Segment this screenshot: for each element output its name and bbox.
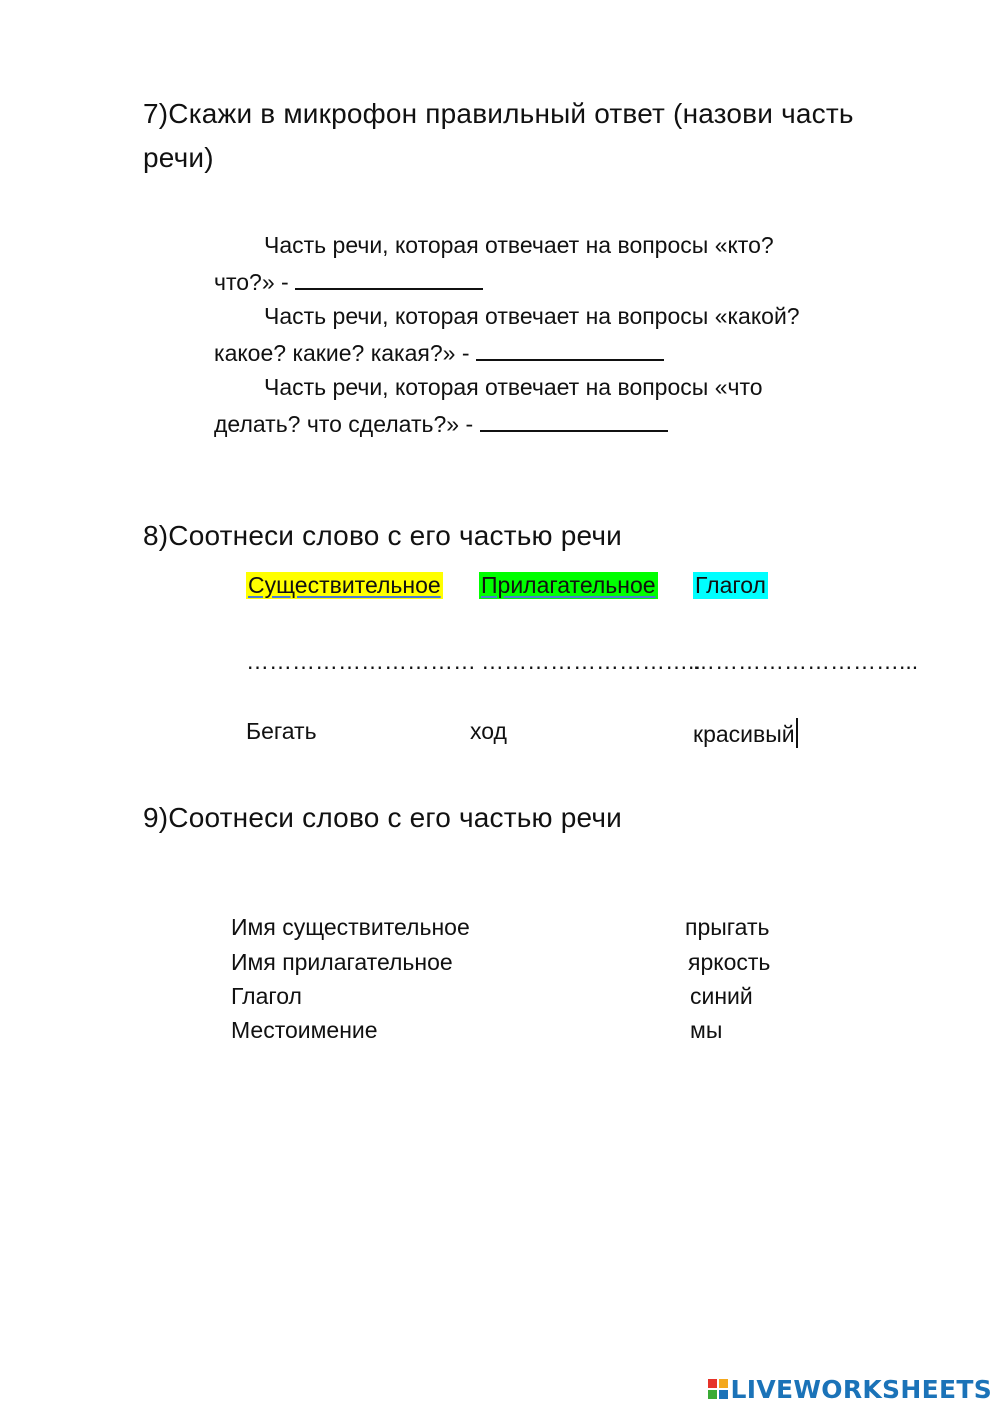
- logo-square-2: [719, 1379, 728, 1388]
- task7-question1-line2: [214, 268, 483, 296]
- logo-square-4: [719, 1390, 728, 1399]
- match-left-3[interactable]: Глагол: [231, 983, 302, 1009]
- task7-title-line1: 7)Скажи в микрофон правильный ответ (назови часть: [143, 98, 854, 129]
- task9-title: 9)Соотнеси слово с его частью речи: [143, 802, 622, 833]
- match-right-2[interactable]: яркость: [688, 949, 771, 975]
- match-left-2[interactable]: Имя прилагательное: [231, 949, 453, 975]
- task7-question3-line1: Часть речи, которая отвечает на вопросы «что: [264, 374, 763, 400]
- word-khod[interactable]: ход: [470, 718, 507, 744]
- category-adjective[interactable]: Прилагательное: [481, 572, 656, 598]
- task7-question1-line1: Часть речи, которая отвечает на вопросы «кто?: [264, 232, 774, 258]
- drop-zone-2[interactable]: ………………………..: [481, 648, 701, 674]
- task7-question3-text: делать? что сделать?» -: [214, 411, 474, 437]
- task8-title: 8)Соотнеси слово с его частью речи: [143, 520, 622, 551]
- logo-square-1: [708, 1379, 717, 1388]
- task7-question2-text: какое? какие? какая?» -: [214, 340, 470, 366]
- task7-question1-text: что?» -: [214, 269, 289, 295]
- word-begat[interactable]: Бегать: [246, 718, 317, 744]
- answer-blank-1[interactable]: [295, 268, 483, 290]
- match-right-1[interactable]: прыгать: [685, 914, 770, 940]
- word-krasivy-text: красивый: [693, 721, 795, 747]
- liveworksheets-logo-icon: [708, 1379, 728, 1399]
- answer-blank-3[interactable]: [480, 410, 668, 432]
- text-caret: [796, 718, 798, 748]
- category-noun[interactable]: Существительное: [248, 572, 441, 598]
- task7-title-line2: речи): [143, 142, 214, 173]
- answer-blank-2[interactable]: [476, 339, 664, 361]
- match-right-4[interactable]: мы: [690, 1017, 723, 1043]
- task7-question2-line1: Часть речи, которая отвечает на вопросы «какой?: [264, 303, 800, 329]
- word-krasivy[interactable]: [693, 718, 798, 748]
- match-left-4[interactable]: Местоимение: [231, 1017, 378, 1043]
- category-verb[interactable]: Глагол: [695, 572, 766, 598]
- task7-question2-line2: [214, 339, 664, 367]
- drop-zone-1[interactable]: …………………………: [246, 648, 476, 674]
- logo-square-3: [708, 1390, 717, 1399]
- task7-question3-line2: [214, 410, 668, 438]
- match-left-1[interactable]: Имя существительное: [231, 914, 470, 940]
- drop-zone-3[interactable]: ………………………...: [692, 648, 919, 674]
- liveworksheets-text: LIVEWORKSHEETS: [730, 1374, 992, 1404]
- liveworksheets-brand: [708, 1371, 992, 1407]
- match-right-3[interactable]: синий: [690, 983, 753, 1009]
